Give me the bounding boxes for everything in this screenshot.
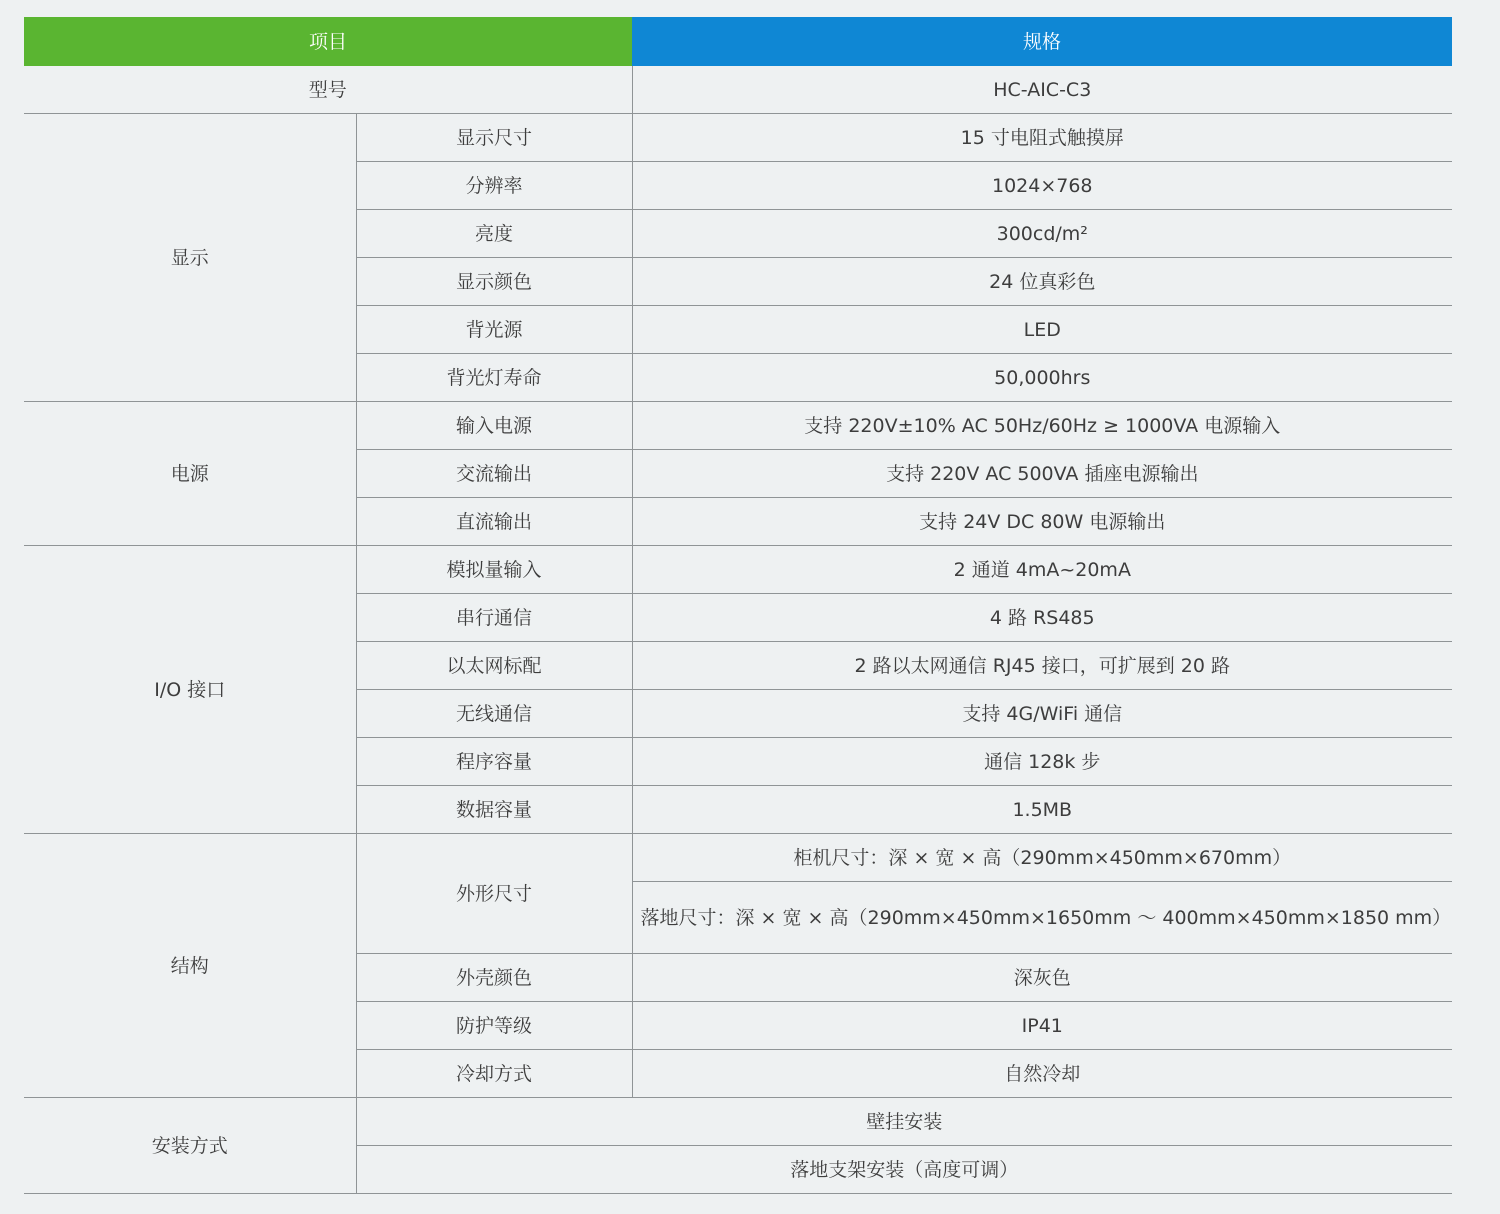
table-row (24, 114, 1452, 162)
spec-name: 冷却方式 (356, 1050, 632, 1098)
header-item: 项目 (24, 17, 632, 66)
spec-name: 显示尺寸 (356, 114, 632, 162)
spec-name: 无线通信 (356, 690, 632, 738)
spec-name: 亮度 (356, 210, 632, 258)
table-header-row (24, 17, 1452, 66)
spec-table (24, 17, 1452, 1194)
spec-name: 外壳颜色 (356, 954, 632, 1002)
install-option: 壁挂安装 (356, 1098, 1452, 1146)
spec-name: 模拟量输入 (356, 546, 632, 594)
spec-value: 1024×768 (632, 162, 1452, 210)
spec-name: 串行通信 (356, 594, 632, 642)
spec-value: 2 路以太网通信 RJ45 接口，可扩展到 20 路 (632, 642, 1452, 690)
spec-name: 程序容量 (356, 738, 632, 786)
header-spec: 规格 (632, 17, 1452, 66)
spec-value: 15 寸电阻式触摸屏 (632, 114, 1452, 162)
spec-value: 1.5MB (632, 786, 1452, 834)
spec-value: 4 路 RS485 (632, 594, 1452, 642)
model-value: HC-AIC-C3 (632, 66, 1452, 114)
spec-name: 数据容量 (356, 786, 632, 834)
spec-name: 背光灯寿命 (356, 354, 632, 402)
table-row (24, 402, 1452, 450)
spec-value: IP41 (632, 1002, 1452, 1050)
spec-value: 300cd/m² (632, 210, 1452, 258)
spec-name: 背光源 (356, 306, 632, 354)
group-install-label: 安装方式 (24, 1098, 356, 1194)
spec-name: 直流输出 (356, 498, 632, 546)
group-io-label: I/O 接口 (24, 546, 356, 834)
spec-name: 输入电源 (356, 402, 632, 450)
spec-value: 支持 220V AC 500VA 插座电源输出 (632, 450, 1452, 498)
spec-name: 防护等级 (356, 1002, 632, 1050)
table-row (24, 66, 1452, 114)
spec-value: 24 位真彩色 (632, 258, 1452, 306)
group-display-label: 显示 (24, 114, 356, 402)
spec-value: 支持 24V DC 80W 电源输出 (632, 498, 1452, 546)
spec-value: LED (632, 306, 1452, 354)
spec-value: 深灰色 (632, 954, 1452, 1002)
spec-name: 以太网标配 (356, 642, 632, 690)
spec-name: 外形尺寸 (356, 834, 632, 954)
spec-value: 2 通道 4mA~20mA (632, 546, 1452, 594)
spec-name: 分辨率 (356, 162, 632, 210)
table-row (24, 546, 1452, 594)
spec-value: 支持 4G/WiFi 通信 (632, 690, 1452, 738)
spec-value: 通信 128k 步 (632, 738, 1452, 786)
group-structure-label: 结构 (24, 834, 356, 1098)
spec-name: 显示颜色 (356, 258, 632, 306)
spec-value: 支持 220V±10% AC 50Hz/60Hz ≥ 1000VA 电源输入 (632, 402, 1452, 450)
spec-value-cabinet-size: 柜机尺寸：深 × 宽 × 高（290mm×450mm×670mm） (632, 834, 1452, 882)
model-label: 型号 (24, 66, 632, 114)
spec-value-floor-size: 落地尺寸：深 × 宽 × 高（290mm×450mm×1650mm ～ 400mm×450mm×1850 mm） (632, 882, 1452, 954)
spec-name: 交流输出 (356, 450, 632, 498)
table-row (24, 1098, 1452, 1146)
table-row (24, 834, 1452, 882)
group-power-label: 电源 (24, 402, 356, 546)
spec-value: 自然冷却 (632, 1050, 1452, 1098)
spec-value: 50,000hrs (632, 354, 1452, 402)
spec-table-container (24, 17, 1452, 1194)
install-option: 落地支架安装（高度可调） (356, 1146, 1452, 1194)
